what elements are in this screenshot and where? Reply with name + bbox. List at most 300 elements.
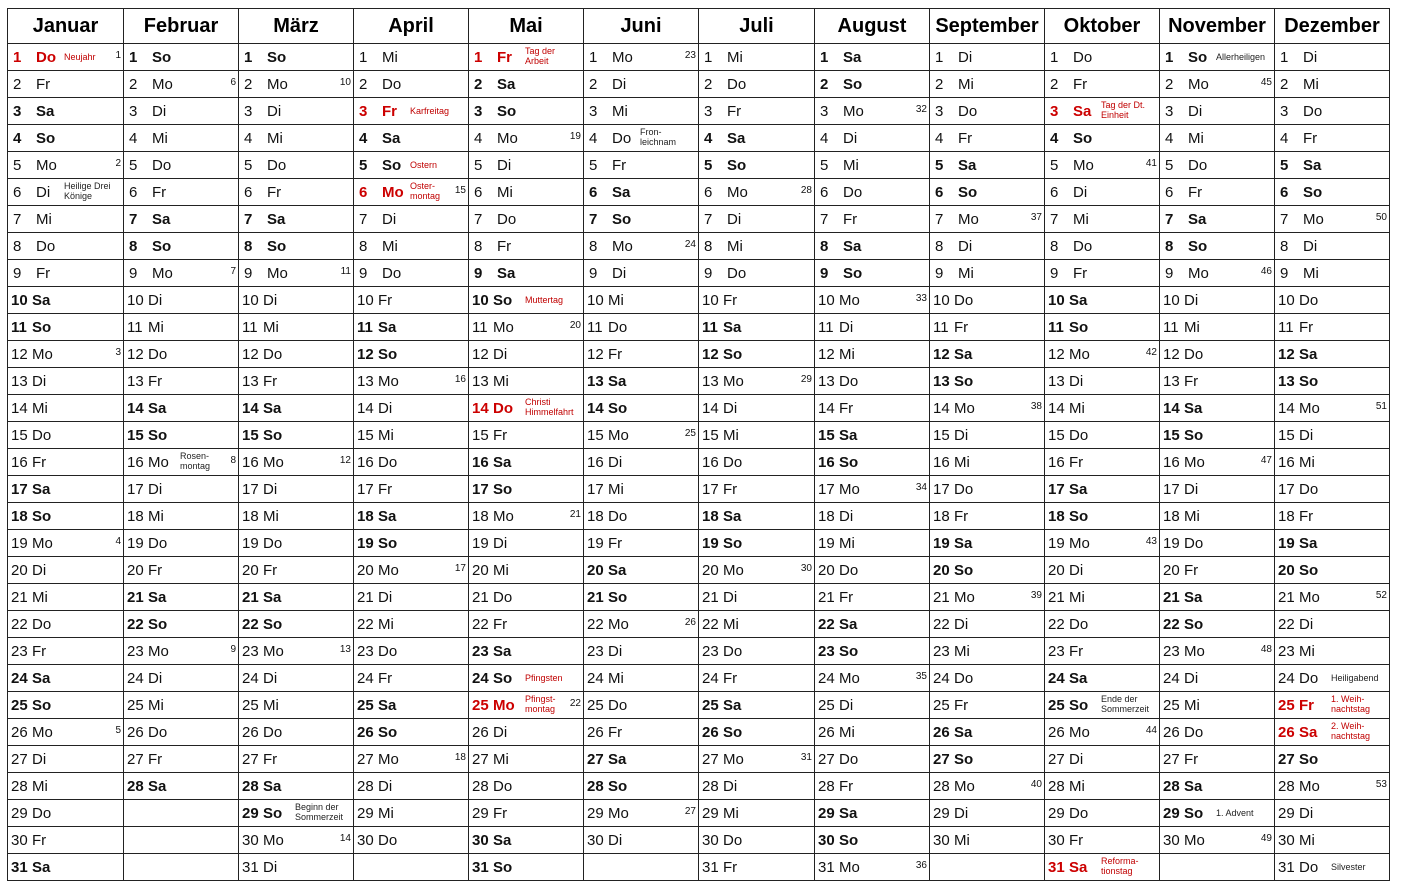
- day-content: [584, 152, 698, 178]
- day-content: [1275, 746, 1389, 772]
- weekday-label: Fr: [148, 373, 163, 390]
- weekday-label: Mo: [839, 670, 860, 687]
- day-number: 16: [357, 454, 374, 471]
- day-number: 7: [1165, 211, 1174, 228]
- day-number: 18: [1163, 508, 1180, 525]
- weekday-label: Sa: [263, 778, 282, 795]
- day-content: [1045, 665, 1159, 691]
- day-content: [815, 800, 929, 826]
- weekday-label: Sa: [1184, 400, 1203, 417]
- day-number: 21: [11, 589, 28, 606]
- week-number: 4: [115, 536, 121, 547]
- week-number: 45: [1260, 77, 1272, 88]
- day-cell: [354, 665, 469, 692]
- calendar-row: [8, 152, 1390, 179]
- day-content: [469, 287, 583, 313]
- day-content: [930, 233, 1044, 259]
- day-cell: [124, 719, 239, 746]
- weekday-label: Di: [152, 103, 167, 120]
- day-cell: [239, 260, 354, 287]
- day-number: 4: [1165, 130, 1174, 147]
- weekday-label: Mo: [32, 346, 53, 363]
- day-content: [8, 422, 123, 448]
- day-cell: [469, 314, 584, 341]
- day-number: 26: [702, 724, 719, 741]
- day-cell: [354, 98, 469, 125]
- weekday-label: Mi: [1188, 130, 1204, 147]
- day-content: [1160, 260, 1274, 286]
- day-content: [124, 422, 238, 448]
- weekday-label: Mo: [1299, 778, 1320, 795]
- day-cell: [1160, 665, 1275, 692]
- weekday-label: Do: [1184, 724, 1204, 741]
- day-number: 14: [472, 400, 489, 417]
- day-number: 26: [1163, 724, 1180, 741]
- day-number: 24: [933, 670, 950, 687]
- day-cell: [1045, 557, 1160, 584]
- day-cell: [699, 557, 815, 584]
- day-number: 25: [11, 697, 28, 714]
- day-content: [1045, 692, 1159, 718]
- day-cell: [469, 665, 584, 692]
- weekday-label: Sa: [32, 481, 51, 498]
- weekday-label: So: [1299, 562, 1319, 579]
- day-number: 19: [1048, 535, 1065, 552]
- weekday-label: Do: [843, 184, 863, 201]
- weekday-label: Mi: [723, 805, 739, 822]
- day-number: 30: [11, 832, 28, 849]
- day-content: [1160, 233, 1274, 259]
- day-content: [1045, 179, 1159, 205]
- day-number: 2: [935, 76, 944, 93]
- day-cell: [8, 665, 124, 692]
- weekday-label: Do: [263, 724, 283, 741]
- day-content: [1045, 71, 1159, 97]
- day-cell: [124, 449, 239, 476]
- day-number: 3: [820, 103, 829, 120]
- calendar-row: [8, 854, 1390, 881]
- day-number: 24: [818, 670, 835, 687]
- weekday-label: Mi: [493, 373, 509, 390]
- day-cell: [1275, 341, 1390, 368]
- weekday-label: So: [267, 49, 287, 66]
- week-number: 8: [230, 455, 236, 466]
- day-content: [469, 260, 583, 286]
- day-number: 30: [1278, 832, 1295, 849]
- day-number: 20: [818, 562, 835, 579]
- day-content: [239, 395, 353, 421]
- day-content: [584, 341, 698, 367]
- calendar-row: [8, 665, 1390, 692]
- day-content: [8, 530, 123, 556]
- day-cell: [239, 44, 354, 71]
- day-content: [469, 476, 583, 502]
- day-cell: [354, 71, 469, 98]
- weekday-label: Sa: [32, 670, 51, 687]
- day-content: [1275, 287, 1389, 313]
- weekday-label: Sa: [378, 697, 397, 714]
- weekday-label: Fr: [36, 265, 51, 282]
- weekday-label: Mo: [152, 265, 173, 282]
- day-content: [930, 746, 1044, 772]
- weekday-label: Sa: [843, 238, 862, 255]
- day-content: [1275, 125, 1389, 151]
- day-number: 31: [818, 859, 835, 876]
- weekday-label: Sa: [1069, 670, 1088, 687]
- weekday-label: Sa: [1184, 778, 1203, 795]
- day-number: 12: [357, 346, 374, 363]
- day-cell: [354, 44, 469, 71]
- weekday-label: So: [1188, 49, 1208, 66]
- day-cell: [239, 71, 354, 98]
- day-content: [815, 827, 929, 853]
- day-number: 5: [704, 157, 713, 174]
- day-content: [8, 152, 123, 178]
- weekday-label: Di: [267, 103, 282, 120]
- day-content: [815, 719, 929, 745]
- day-content: [699, 422, 814, 448]
- day-cell: [124, 71, 239, 98]
- day-number: 6: [935, 184, 944, 201]
- day-content: [930, 287, 1044, 313]
- day-number: 19: [472, 535, 489, 552]
- day-content: [354, 206, 468, 232]
- day-cell: [354, 638, 469, 665]
- day-content: [584, 395, 698, 421]
- weekday-label: Sa: [608, 751, 627, 768]
- day-number: 29: [587, 805, 604, 822]
- day-cell: [930, 746, 1045, 773]
- weekday-label: Do: [1299, 670, 1319, 687]
- day-number: 18: [587, 508, 604, 525]
- day-cell: [815, 611, 930, 638]
- day-cell: [124, 395, 239, 422]
- weekday-label: Mo: [263, 832, 284, 849]
- day-content: [1160, 449, 1274, 475]
- day-content: [239, 287, 353, 313]
- week-number: 29: [800, 374, 812, 385]
- day-content: [815, 584, 929, 610]
- day-cell: [699, 71, 815, 98]
- day-content: [699, 233, 814, 259]
- weekday-label: So: [723, 535, 743, 552]
- day-cell: [354, 152, 469, 179]
- weekday-label: Mo: [839, 481, 860, 498]
- weekday-label: So: [1303, 184, 1323, 201]
- day-content: [1160, 44, 1274, 70]
- day-number: 4: [935, 130, 944, 147]
- week-number: 32: [915, 104, 927, 115]
- day-number: 9: [1165, 265, 1174, 282]
- day-content: [699, 638, 814, 664]
- weekday-label: So: [954, 373, 974, 390]
- day-number: 29: [11, 805, 28, 822]
- day-content: [1275, 854, 1389, 880]
- day-content: [930, 368, 1044, 394]
- weekday-label: Sa: [382, 130, 401, 147]
- day-content: [1275, 422, 1389, 448]
- weekday-label: Mo: [612, 238, 633, 255]
- day-number: 14: [1048, 400, 1065, 417]
- day-content: [1045, 260, 1159, 286]
- day-number: 11: [587, 319, 603, 336]
- day-cell: [584, 341, 699, 368]
- day-cell: [815, 665, 930, 692]
- day-cell: [584, 692, 699, 719]
- day-cell: [1160, 449, 1275, 476]
- week-number: 46: [1260, 266, 1272, 277]
- day-number: 1: [359, 49, 368, 66]
- day-content: [354, 71, 468, 97]
- day-content: [584, 233, 698, 259]
- day-number: 25: [587, 697, 604, 714]
- day-content: [1045, 611, 1159, 637]
- weekday-label: Do: [839, 373, 859, 390]
- day-number: 25: [472, 697, 489, 714]
- day-number: 27: [472, 751, 489, 768]
- day-content: [469, 395, 583, 421]
- weekday-label: Di: [263, 859, 278, 876]
- day-content: [8, 665, 123, 691]
- day-content: [1275, 530, 1389, 556]
- day-cell: [8, 98, 124, 125]
- day-content: [1045, 854, 1159, 880]
- day-cell: [239, 314, 354, 341]
- day-cell: [815, 449, 930, 476]
- day-content: [239, 368, 353, 394]
- day-cell: [469, 206, 584, 233]
- weekday-label: Sa: [1184, 589, 1203, 606]
- day-content: [469, 125, 583, 151]
- day-number: 25: [1163, 697, 1180, 714]
- day-content: [584, 719, 698, 745]
- weekday-label: So: [378, 724, 398, 741]
- day-cell: [815, 719, 930, 746]
- day-content: [354, 773, 468, 799]
- day-number: 30: [357, 832, 374, 849]
- weekday-label: Do: [32, 616, 52, 633]
- day-number: 27: [11, 751, 28, 768]
- day-content: [699, 260, 814, 286]
- day-cell: [1045, 179, 1160, 206]
- day-number: 13: [933, 373, 950, 390]
- weekday-label: Fr: [954, 508, 969, 525]
- day-number: 13: [587, 373, 604, 390]
- weekday-label: Mo: [1303, 211, 1324, 228]
- calendar-row: [8, 287, 1390, 314]
- day-number: 30: [1163, 832, 1180, 849]
- day-cell: [1045, 152, 1160, 179]
- day-cell: [1045, 341, 1160, 368]
- day-cell: [8, 341, 124, 368]
- week-number: 22: [569, 698, 581, 709]
- day-content: [239, 611, 353, 637]
- day-content: [354, 665, 468, 691]
- day-number: 22: [702, 616, 719, 633]
- day-number: 29: [1163, 805, 1180, 822]
- day-cell: [124, 638, 239, 665]
- day-cell: [239, 530, 354, 557]
- calendar-row: [8, 233, 1390, 260]
- weekday-label: So: [497, 103, 517, 120]
- day-cell: [930, 152, 1045, 179]
- day-cell: [8, 503, 124, 530]
- day-number: 6: [1050, 184, 1059, 201]
- day-cell: [1275, 800, 1390, 827]
- day-number: 28: [1048, 778, 1065, 795]
- day-number: 4: [129, 130, 138, 147]
- weekday-label: Fr: [148, 751, 163, 768]
- holiday-note: Christi Himmelfahrt: [525, 397, 574, 417]
- weekday-label: Do: [382, 76, 402, 93]
- day-number: 16: [587, 454, 604, 471]
- day-content: [1160, 71, 1274, 97]
- day-cell: [354, 449, 469, 476]
- day-content: [1275, 314, 1389, 340]
- weekday-label: Mo: [1188, 76, 1209, 93]
- day-number: 22: [472, 616, 489, 633]
- day-content: [8, 395, 123, 421]
- day-cell: [354, 341, 469, 368]
- day-cell: [1160, 638, 1275, 665]
- day-number: 1: [129, 49, 138, 66]
- day-number: 25: [933, 697, 950, 714]
- day-content: [239, 827, 353, 853]
- day-cell: [584, 503, 699, 530]
- day-content: [8, 638, 123, 664]
- weekday-label: Sa: [152, 211, 171, 228]
- day-cell: [815, 98, 930, 125]
- day-content: [354, 44, 468, 70]
- day-content: [469, 692, 583, 718]
- day-number: 1: [820, 49, 829, 66]
- day-number: 1: [1165, 49, 1174, 66]
- weekday-label: Do: [148, 724, 168, 741]
- day-content: [1045, 287, 1159, 313]
- weekday-label: Sa: [32, 292, 51, 309]
- day-content: [1045, 233, 1159, 259]
- day-number: 23: [11, 643, 28, 660]
- day-cell: [584, 449, 699, 476]
- day-number: 10: [127, 292, 144, 309]
- day-number: 16: [1048, 454, 1065, 471]
- day-number: 27: [933, 751, 950, 768]
- day-cell: [1275, 260, 1390, 287]
- day-number: 5: [244, 157, 253, 174]
- day-number: 7: [704, 211, 713, 228]
- weekday-label: Mo: [954, 778, 975, 795]
- day-cell: [354, 206, 469, 233]
- day-content: [124, 152, 238, 178]
- day-cell: [815, 692, 930, 719]
- day-content: [1275, 449, 1389, 475]
- day-number: 13: [1163, 373, 1180, 390]
- day-cell: [930, 449, 1045, 476]
- day-cell: [1160, 98, 1275, 125]
- day-cell: [1045, 746, 1160, 773]
- day-content: [354, 827, 468, 853]
- day-cell: [815, 395, 930, 422]
- weekday-label: Mo: [493, 508, 514, 525]
- day-cell: [699, 179, 815, 206]
- day-content: [239, 638, 353, 664]
- holiday-note: 1. Weih- nachtstag: [1331, 694, 1371, 714]
- day-cell: [239, 422, 354, 449]
- day-cell: [239, 449, 354, 476]
- day-content: [239, 152, 353, 178]
- day-number: 20: [242, 562, 259, 579]
- day-content: [1045, 476, 1159, 502]
- day-cell: [815, 287, 930, 314]
- day-content: [239, 233, 353, 259]
- day-content: [8, 746, 123, 772]
- day-number: 9: [13, 265, 22, 282]
- day-number: 4: [589, 130, 598, 147]
- day-cell: [1160, 800, 1275, 827]
- day-content: [124, 611, 238, 637]
- week-number: 38: [1030, 401, 1042, 412]
- day-number: 12: [702, 346, 719, 363]
- day-number: 12: [11, 346, 28, 363]
- day-number: 10: [587, 292, 604, 309]
- weekday-label: Mi: [1184, 319, 1200, 336]
- day-cell: [1160, 395, 1275, 422]
- day-content: [354, 638, 468, 664]
- day-cell: [8, 368, 124, 395]
- day-content: [1275, 179, 1389, 205]
- weekday-label: Sa: [954, 535, 973, 552]
- weekday-label: Di: [263, 670, 278, 687]
- day-content: [239, 314, 353, 340]
- day-cell: [469, 611, 584, 638]
- day-cell: [8, 260, 124, 287]
- day-cell: [354, 584, 469, 611]
- day-cell: [239, 503, 354, 530]
- weekday-label: Mo: [1069, 724, 1090, 741]
- weekday-label: So: [608, 400, 628, 417]
- empty-cell: [354, 854, 469, 881]
- day-content: [8, 260, 123, 286]
- day-content: [1160, 773, 1274, 799]
- day-cell: [8, 314, 124, 341]
- calendar-row: [8, 44, 1390, 71]
- day-number: 17: [1278, 481, 1295, 498]
- day-cell: [8, 854, 124, 881]
- day-content: [8, 341, 123, 367]
- day-content: [815, 557, 929, 583]
- day-cell: [469, 449, 584, 476]
- weekday-label: Di: [723, 400, 738, 417]
- holiday-note: Fron- leichnam: [640, 127, 677, 147]
- weekday-label: Do: [497, 211, 517, 228]
- day-number: 23: [357, 643, 374, 660]
- day-content: [815, 665, 929, 691]
- day-number: 27: [127, 751, 144, 768]
- day-cell: [469, 827, 584, 854]
- weekday-label: Do: [608, 508, 628, 525]
- day-content: [815, 692, 929, 718]
- weekday-label: So: [1069, 319, 1089, 336]
- day-content: [1275, 692, 1389, 718]
- day-content: [124, 368, 238, 394]
- weekday-label: Do: [839, 562, 859, 579]
- day-number: 5: [474, 157, 483, 174]
- day-number: 30: [933, 832, 950, 849]
- day-cell: [930, 530, 1045, 557]
- day-content: [1045, 368, 1159, 394]
- day-cell: [699, 287, 815, 314]
- weekday-label: Do: [723, 454, 743, 471]
